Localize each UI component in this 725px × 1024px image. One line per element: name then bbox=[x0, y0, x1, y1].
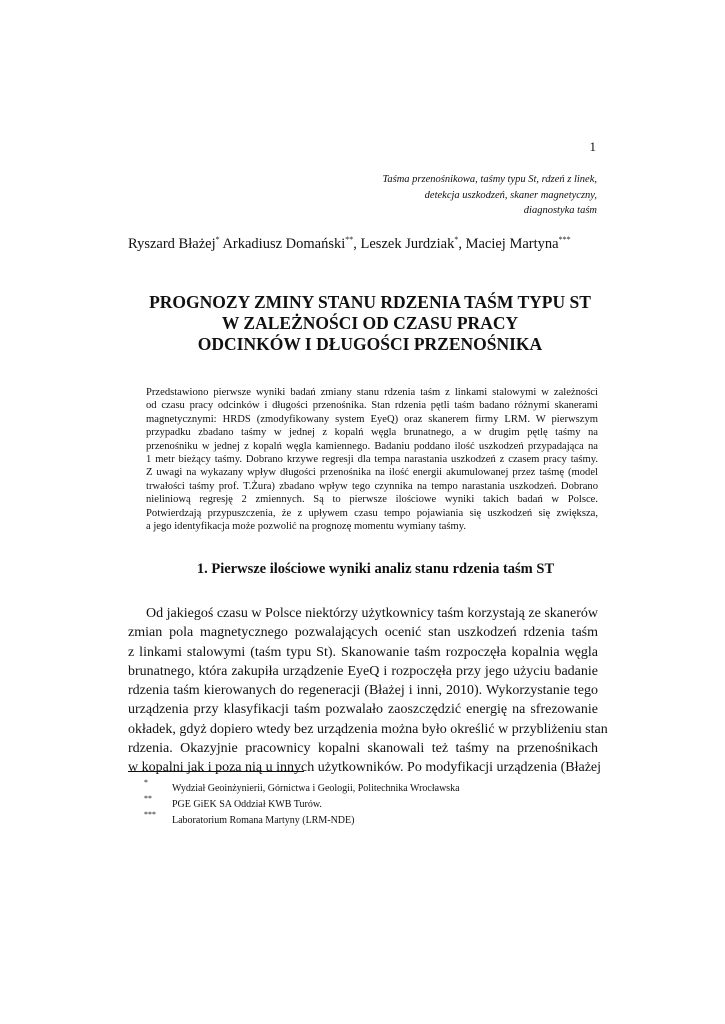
footnote-mark: *** bbox=[144, 810, 156, 819]
author-list bbox=[128, 236, 571, 253]
body-line: zmian pola magnetycznego pozwalających ocenić stan uszkodzeń rdzenia taśm bbox=[128, 625, 598, 641]
author-affiliation-mark: ** bbox=[345, 235, 354, 244]
abstract-line: Z uwagi na wykazany wpływ długości przenośnika na ilość energii akumulowanej przez taśmę (model bbox=[146, 467, 598, 479]
footnote-text: Laboratorium Romana Martyny (LRM-NDE) bbox=[172, 815, 355, 826]
body-line: w kopalni jak i poza nią u innych użytkowników. Po modyfikacji urządzenia (Błażej bbox=[128, 760, 602, 776]
abstract-line: przypadku zbadano taśmy w jednej z kopalń węgla brunatnego, a w drugim pętlę taśmy na bbox=[146, 427, 598, 439]
author-name: Arkadiusz Domański bbox=[222, 236, 346, 252]
paper-title bbox=[100, 292, 640, 355]
title-line: W ZALEŻNOŚCI OD CZASU PRACY bbox=[221, 313, 519, 333]
section-heading: 1. Pierwsze ilościowe wyniki analiz stanu rdzenia taśm ST bbox=[196, 561, 555, 577]
keywords-line: detekcja uszkodzeń, skaner magnetyczny, bbox=[424, 189, 597, 201]
abstract-line: nieliniową regresję 2 zmiennych. Są to pierwsze ilościowe wyniki takich badań w Polsce. bbox=[146, 494, 598, 506]
body-line: urządzenia przy klasyfikacji taśm pozwalało zaoszczędzić energię na sfrezowanie bbox=[128, 702, 598, 718]
body-line: rdzenia taśm kierowanych do regeneracji (Błażej i inni, 2010). Wykorzystanie tego bbox=[128, 683, 598, 699]
footnote-mark: * bbox=[144, 778, 148, 787]
abstract-line: od czasu pracy odcinków i długości przenośnika. Stan rdzenia pętli taśm badano różnymi skanerami bbox=[146, 400, 598, 412]
author-affiliation-mark: * bbox=[454, 235, 459, 244]
title-line: PROGNOZY ZMINY STANU RDZENIA TAŚM TYPU ST bbox=[149, 292, 591, 312]
keywords-line: Taśma przenośnikowa, taśmy typu St, rdzeń z linek, bbox=[382, 174, 597, 185]
body-line: rdzenia. Okazyjnie pracownicy kopalni skanowali też taśmy na przenośnikach bbox=[128, 741, 598, 757]
body-line: z linkami stalowymi (taśm typu St). Skanowanie taśm rozpoczęła kopalnia węgla bbox=[128, 644, 598, 660]
author-affiliation-mark: *** bbox=[558, 235, 571, 244]
footnote-text: PGE GiEK SA Oddział KWB Turów. bbox=[172, 799, 322, 810]
author-name: Ryszard Błażej bbox=[128, 236, 216, 252]
abstract-line: Potwierdzają przypuszczenia, że z upływem czasu tempo pojawiania się uszkodzeń się zwiększa, bbox=[146, 507, 598, 519]
body-line: okładek, gdyż dopiero wtedy bez urządzenia można było określić w przybliżeniu stan bbox=[128, 721, 608, 737]
body-line: brunatnego, która zakupiła urządzenie EyeQ i rozpoczęła przy jego użyciu badanie bbox=[128, 663, 598, 679]
author-separator: , bbox=[353, 236, 361, 252]
abstract-line: przenośniku w jednej z kopalń węgla kamiennego. Badaniu poddano ilość uszkodzeń przypadająca na bbox=[146, 440, 598, 452]
body-line: Od jakiegoś czasu w Polsce niektórzy użytkownicy taśm korzystają ze skanerów bbox=[146, 606, 598, 621]
abstract-line: trwałości taśmy prof. T.Żura) zbadano wpływ tego czynnika na tempo narastania uszkodzeń. Dobrano bbox=[146, 480, 598, 492]
page-number: 1 bbox=[589, 139, 596, 154]
title-line: ODCINKÓW I DŁUGOŚCI PRZENOŚNIKA bbox=[197, 334, 543, 354]
footnote-divider bbox=[128, 771, 304, 772]
abstract-line: a jego identyfikacja może pozwolić na prognozę momentu wymiany taśmy. bbox=[146, 521, 466, 533]
author-affiliation-mark: * bbox=[215, 235, 220, 244]
author-separator: , bbox=[458, 236, 466, 252]
footnote-text: Wydział Geoinżynierii, Górnictwa i Geologii, Politechnika Wrocławska bbox=[172, 783, 460, 794]
keywords bbox=[297, 172, 597, 219]
abstract bbox=[146, 386, 598, 533]
author-name: Maciej Martyna bbox=[465, 236, 559, 252]
abstract-line: 1 metr bieżący taśmy. Dobrano krzywe regresji dla tempa narastania uszkodzeń z czasem pracy taśmy. bbox=[146, 454, 598, 466]
abstract-line: Przedstawiono pierwsze wyniki badań zmiany stanu rdzenia taśm z linkami stalowymi w zależności bbox=[146, 387, 598, 398]
abstract-line: magnetycznymi: HRDS (zmodyfikowany system EyeQ) oraz skanerem firmy LRM. W pierwszym bbox=[146, 413, 598, 425]
keywords-line: diagnostyka taśm bbox=[523, 205, 597, 216]
author-name: Leszek Jurdziak bbox=[360, 236, 455, 252]
footnote-mark: ** bbox=[144, 794, 152, 803]
body-text bbox=[128, 604, 608, 778]
